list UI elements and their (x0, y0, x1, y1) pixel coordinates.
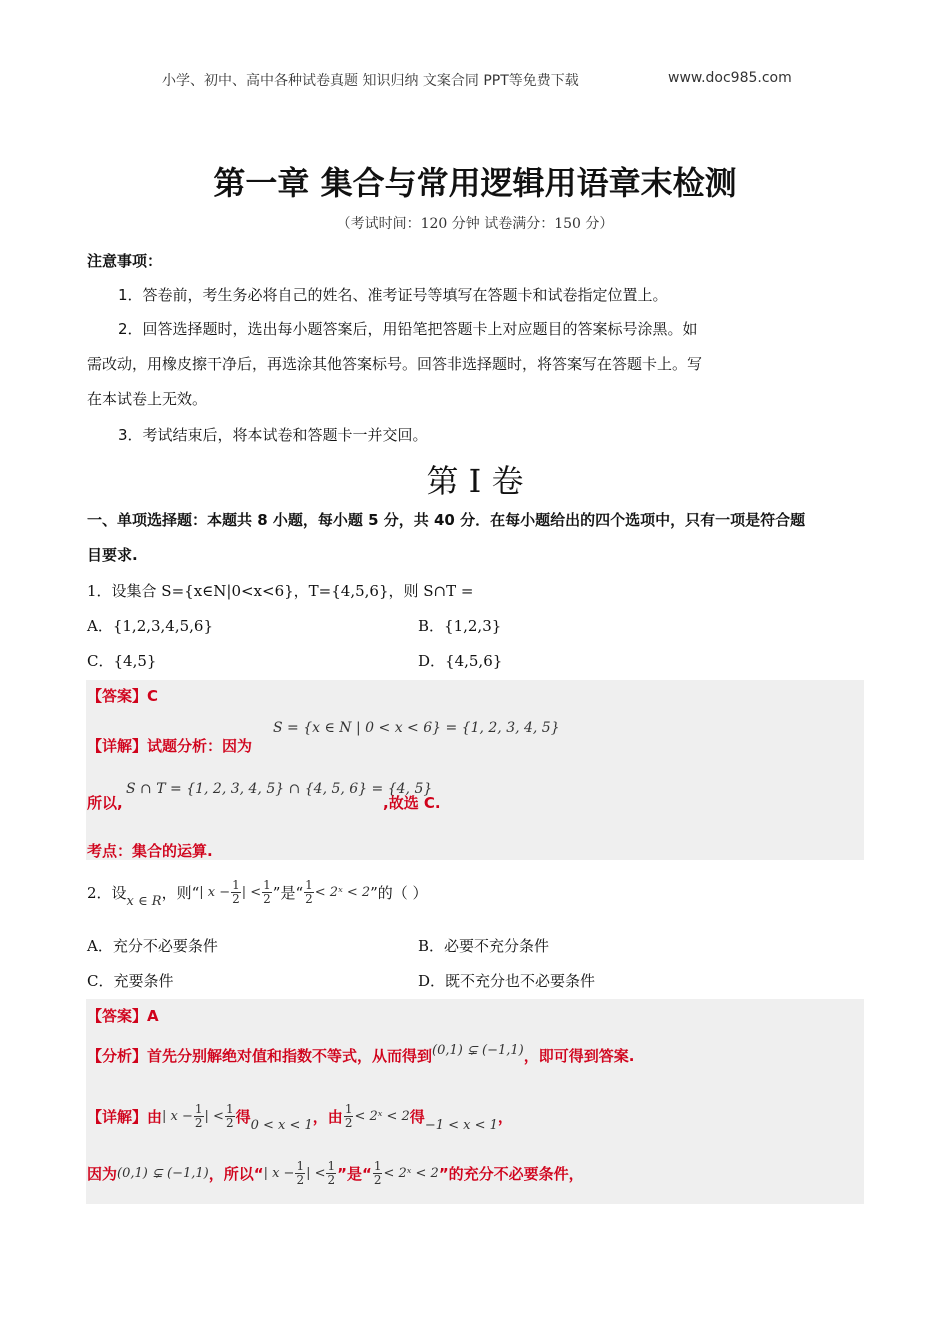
q2-lt: | < (241, 885, 262, 900)
notice-item-2-line-2: 需改动，用橡皮擦干净后，再选涂其他答案标号。回答非选择题时，将答案写在答题卡上。写 (87, 355, 703, 373)
q1-detail-formula: S = {x ∈ N | 0 < x < 6} = {1, 2, 3, 4, 5} (273, 720, 560, 736)
section-heading-line-2: 目要求. (87, 546, 138, 564)
notice-item-3: 3．考试结束后，将本试卷和答题卡一并交回。 (118, 426, 428, 444)
q2-range-2: −1 < x < 1 (424, 1118, 498, 1133)
q2-conclusion-abs: | x − (263, 1166, 295, 1181)
q2-conclusion-half-2: $\frac{1}{2}$ (327, 1159, 336, 1187)
q2-half-fraction: $\frac{1}{2}$ (232, 878, 240, 906)
q2-conclusion-half-3: $\frac{1}{2}$ (373, 1159, 382, 1187)
q2-subset-formula: (0,1) ⊊ (−1,1) (432, 1043, 524, 1058)
q2-detail-half: $\frac{1}{2}$ (194, 1102, 203, 1130)
q2-conclusion (87, 1160, 584, 1187)
q2-detail-half-3: $\frac{1}{2}$ (344, 1102, 353, 1130)
q2-range-1: 0 < x < 1 (250, 1118, 313, 1133)
q2-detail-lt: | < (204, 1109, 224, 1124)
q2-detail-de-2: 得 (409, 1108, 425, 1126)
q2-option-a: A．充分不必要条件 (87, 937, 218, 955)
q2-option-d: D．既不充分也不必要条件 (418, 972, 596, 990)
q2-detail (87, 1100, 513, 1133)
q2-stem (87, 876, 428, 909)
q2-detail-you: ，由 (312, 1108, 343, 1126)
q2-answer: 【答案】A (87, 1007, 159, 1025)
q2-conclusion-end: ”的充分不必要条件， (438, 1165, 584, 1183)
q1-option-c: C．{4,5} (87, 652, 157, 670)
notice-item-1: 1．答卷前，考生务必将自己的姓名、准考证号等填写在答题卡和试卷指定位置上。 (118, 286, 668, 304)
q2-stem-mid1: ，则“ (161, 884, 200, 902)
page-title: 第一章 集合与常用逻辑用语章末检测 (213, 164, 737, 202)
q2-analysis-pre: 【分析】首先分别解绝对值和指数不等式，从而得到 (87, 1047, 433, 1065)
q2-conclusion-half: $\frac{1}{2}$ (296, 1159, 305, 1187)
q2-detail-end: ， (497, 1108, 513, 1126)
q2-ineq: < 2ˣ < 2 (314, 885, 371, 900)
q2-half-fraction-2: $\frac{1}{2}$ (263, 878, 271, 906)
q2-analysis-post: ，即可得到答案. (523, 1047, 635, 1065)
q1-option-a: A．{1,2,3,4,5,6} (87, 617, 214, 635)
exam-info: （考试时间：120 分钟 试卷满分：150 分） (336, 216, 614, 232)
q2-stem-mid2: ”是“ (272, 884, 304, 902)
q2-analysis (87, 1045, 634, 1066)
section-heading-line-1: 一、单项选择题：本题共 8 小题，每小题 5 分，共 40 分．在每小题给出的四个选项中，只有一项是符合题 (87, 511, 806, 529)
notice-heading: 注意事项： (87, 252, 163, 270)
q1-option-b: B．{1,2,3} (418, 617, 502, 635)
q2-abs-part: | x − (199, 885, 231, 900)
q2-detail-pre: 【详解】由 (87, 1108, 163, 1126)
q2-conclusion-lt: | < (306, 1166, 326, 1181)
q2-option-b: B．必要不充分条件 (418, 937, 550, 955)
q2-detail-de: 得 (235, 1108, 251, 1126)
q2-stem-pre: 2．设 (87, 884, 127, 902)
notice-item-2-line-1: 2．回答选择题时，选出每小题答案后，用铅笔把答题卡上对应题目的答案标号涂黑。如 (118, 320, 698, 338)
q1-option-d: D．{4,5,6} (418, 652, 503, 670)
notice-item-2-line-3: 在本试卷上无效。 (87, 390, 208, 408)
q2-stem-end: ”的（ ） (370, 884, 428, 902)
q1-so-formula: S ∩ T = {1, 2, 3, 4, 5} ∩ {4, 5, 6} = {4, 5} (126, 781, 433, 797)
q2-conclusion-ineq: < 2ˣ < 2 (383, 1166, 439, 1181)
q2-detail-half-2: $\frac{1}{2}$ (225, 1102, 234, 1130)
q1-point: 考点：集合的运算. (87, 842, 213, 860)
volume-heading: 第 I 卷 (426, 462, 524, 500)
q1-so-tail: ,故选 C. (383, 794, 441, 812)
q2-suoyi: ，所以“ (208, 1165, 264, 1183)
q1-answer: 【答案】C (87, 687, 159, 705)
q2-shi: ”是“ (337, 1165, 372, 1183)
q2-because: 因为 (87, 1165, 118, 1183)
q1-solution-box (86, 680, 864, 860)
q2-detail-abs: | x − (162, 1109, 193, 1124)
q2-stem-x: x ∈ R (126, 894, 162, 909)
q2-detail-ineq: < 2ˣ < 2 (354, 1109, 410, 1124)
q2-conclusion-subset: (0,1) ⊊ (−1,1) (117, 1166, 209, 1181)
q1-detail-label: 【详解】试题分析：因为 (87, 737, 253, 755)
q2-half-fraction-3: $\frac{1}{2}$ (305, 878, 313, 906)
q1-so-label: 所以, (87, 794, 123, 812)
page-header-left: 小学、初中、高中各种试卷真题 知识归纳 文案合同 PPT等免费下载 (162, 73, 579, 89)
page-header-url[interactable]: www.doc985.com (668, 70, 792, 86)
q1-stem: 1．设集合 S={x∈N|0<x<6}，T={4,5,6}，则 S∩T = (87, 582, 474, 600)
q2-option-c: C．充要条件 (87, 972, 174, 990)
